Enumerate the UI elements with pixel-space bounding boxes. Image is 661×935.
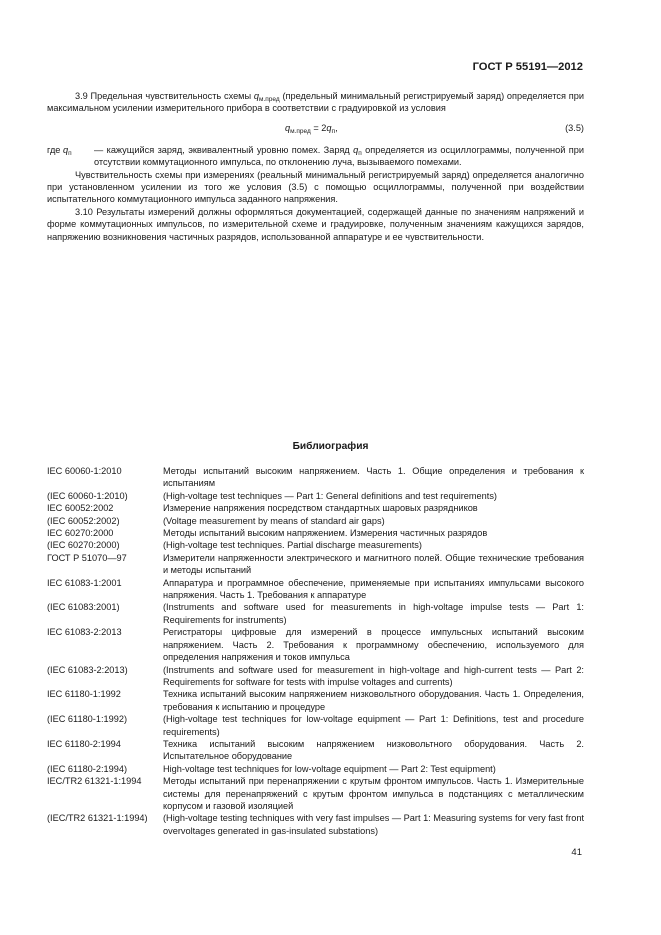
bibliography-code: IEC/TR2 61321-1:1994 <box>47 776 142 787</box>
bibliography-code: (IEC 61083-2:2013) <box>47 664 128 675</box>
bibliography-text: Измерители напряженности электрического и магнитного полей. Общие технические требования и методы испытаний <box>163 552 584 576</box>
bibliography-entry <box>47 812 584 837</box>
bibliography-code: ГОСТ Р 51070—97 <box>47 552 127 563</box>
bibliography-list <box>47 465 584 837</box>
bibliography-code: IEC 61083-2:2013 <box>47 627 122 638</box>
bibliography-code: (IEC 61083:2001) <box>47 602 120 613</box>
bibliography-text: (Voltage measurement by means of standard air gaps) <box>163 515 385 526</box>
bibliography-text: High-voltage test techniques for low-voltage equipment — Part 2: Test equipment) <box>163 763 496 774</box>
bibliography-title: Библиография <box>292 441 369 452</box>
where-definition: где $q_п$ — кажущийся заряд, эквивалентный уровню помех. Заряд $q_п$ определяется из осциллограммы, полученной при отсутствии коммутационного импульса, по отклонению луча, вызываемого помехами. <box>47 144 584 168</box>
bibliography-entry <box>47 626 584 663</box>
bibliography-text: (High-voltage testing techniques with very fast impulses — Part 1: Measuring systems for very fast front overvoltages generated in gas-insulated substations) <box>163 813 584 836</box>
bibliography-text: Техника испытаний высоким напряжением низковольтного оборудования. Часть 2. Испытательное оборудование <box>163 738 584 762</box>
bibliography-entry <box>47 601 584 626</box>
bibliography-code: (IEC/TR2 61321-1:1994) <box>47 813 148 824</box>
bibliography-text: Аппаратура и программное обеспечение, применяемые при испытаниях импульсами высокого напряжения. Часть 1. Требования к аппаратуре <box>163 577 584 601</box>
bibliography-code: IEC 61180-1:1992 <box>47 689 121 700</box>
bibliography-entry <box>47 763 584 775</box>
bibliography-code: IEC 60060-1:2010 <box>47 466 122 476</box>
bibliography-code: IEC 61180-2:1994 <box>47 738 121 749</box>
bibliography-entry <box>47 502 584 514</box>
bibliography-text: Измерение напряжения посредством стандартных шаровых разрядников <box>163 503 478 514</box>
formula-number: (3.5) <box>565 122 584 133</box>
bibliography-entry <box>47 490 584 502</box>
bibliography-text: (High-voltage test techniques — Part 1: General definitions and test requirements) <box>163 490 497 501</box>
bibliography-entry <box>47 465 584 490</box>
bibliography-code: (IEC 60052:2002) <box>47 515 120 526</box>
bibliography-text: (High-voltage test techniques for low-voltage equipment — Part 1: Definitions, test and procedure requirements) <box>163 714 584 737</box>
bibliography-text: (Instruments and software used for measurements in high-voltage impulse tests — Part 1: Requirements for instruments) <box>163 602 584 625</box>
bibliography-text: Техника испытаний высоким напряжением низковольтного оборудования. Часть 1. Определения, требования к испытанию и процедуре <box>163 689 584 712</box>
paragraph-sensitivity: Чувствительность схемы при измерениях (реальный минимальный регистрируемый заряд) определяется аналогично при установленном усилении из того же условия (3.5) с помощью осциллограммы, полученной при воздействии испытательного коммутационного импульса заданного напряжения. <box>47 169 584 205</box>
bibliography-entry <box>47 738 584 763</box>
bibliography-code: (IEC 61180-2:1994) <box>47 763 128 774</box>
paragraph-3-9: 3.9 Предельная чувствительность схемы $q_{м.пред}$ (предельный минимальный регистрируемый заряд) определяется при максимальном усилении измерительного прибора в соответствии с градуировкой из условия <box>47 91 584 114</box>
bibliography-entry <box>47 775 584 812</box>
bibliography-code: (IEC 60270:2000) <box>47 540 120 551</box>
bibliography-entry <box>47 713 584 738</box>
page-number: 41 <box>571 847 582 858</box>
formula-expression: $q_{м.пред} = 2q_п$, <box>285 122 338 135</box>
bibliography-entry <box>47 664 584 689</box>
body-text <box>47 90 584 243</box>
bibliography-text: (Instruments and software used for measurement in high-voltage and high-current tests — Part 2: Requirements for software for tests with impulse voltages and currents) <box>163 664 584 687</box>
bibliography-text: Методы испытаний высоким напряжением. Измерения частичных разрядов <box>163 528 488 539</box>
standard-code-header: ГОСТ Р 55191—2012 <box>472 61 583 73</box>
bibliography-code: IEC 60270:2000 <box>47 528 114 539</box>
bibliography-text: Методы испытаний при перенапряжении с крутым фронтом импульсов. Часть 1. Измерительные системы для перенапряжений с крутым фронтом импульса в подстанциях с металлическим корпусом и газовой изоляцией <box>163 776 584 811</box>
bibliography-text: (High-voltage test techniques. Partial discharge measurements) <box>163 540 422 551</box>
bibliography-entry <box>47 552 584 577</box>
bibliography-entry <box>47 515 584 527</box>
bibliography-entry <box>47 539 584 551</box>
bibliography-code: IEC 61083-1:2001 <box>47 577 122 588</box>
bibliography-code: (IEC 60060-1:2010) <box>47 490 128 501</box>
bibliography-entry <box>47 688 584 713</box>
bibliography-entry <box>47 577 584 602</box>
formula-3-5 <box>47 120 584 138</box>
bibliography-text: Методы испытаний высоким напряжением. Часть 1. Общие определения и требования к испытаниям <box>163 466 584 489</box>
bibliography-code: (IEC 61180-1:1992) <box>47 714 128 725</box>
bibliography-code: IEC 60052:2002 <box>47 503 114 514</box>
bibliography-text: Регистраторы цифровые для измерений в процессе импульсных испытаний высоким напряжением. Часть 2. Требования к программному обеспечению, используемого для определения напряжения и токов импульса <box>163 627 584 663</box>
bibliography-entry <box>47 527 584 539</box>
paragraph-3-10: 3.10 Результаты измерений должны оформляться документацией, содержащей данные по значениям напряжений и форме коммутационных импульсов, по измерительной схеме и градуировке, полученным значениям кажущихся зарядов, напряжению возникновения частичных разрядов, использованной аппаратуре и ее чувствительности. <box>47 206 584 242</box>
